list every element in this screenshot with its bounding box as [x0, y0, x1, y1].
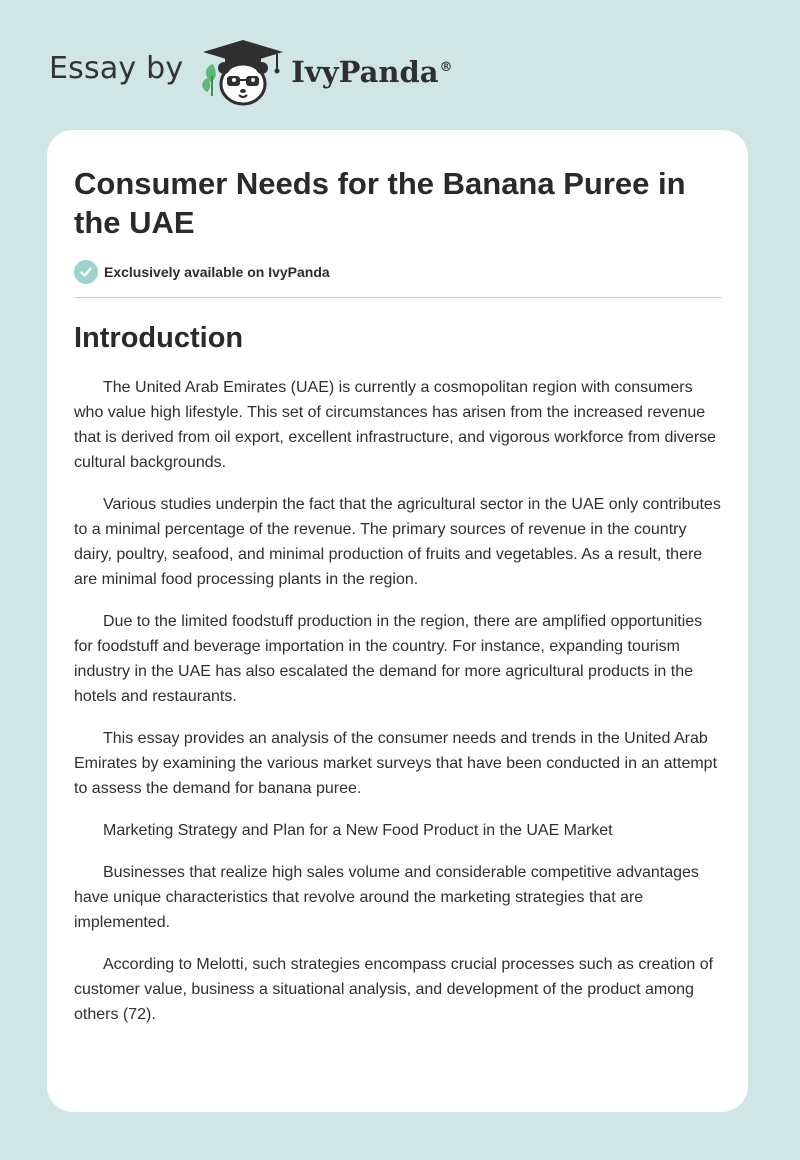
registered-mark: ®	[439, 60, 453, 76]
paragraph: The United Arab Emirates (UAE) is currently a cosmopolitan region with consumers who value high lifestyle. This set of circumstances has arisen from the increased revenue that is derived from oil export, excellent infrastructure, and vigorous workforce from diverse cultural backgrounds.	[74, 379, 717, 471]
section-heading: Introduction	[74, 322, 244, 354]
paragraph: Due to the limited foodstuff production in the region, there are amplified opportunities for foodstuff and beverage importation in the country. For instance, expanding tourism industry in the UAE has also escalated the demand for more agricultural products in the hotels and restaurants.	[74, 613, 703, 705]
availability-badge	[74, 260, 722, 284]
brand-name	[291, 55, 452, 89]
paragraph: Marketing Strategy and Plan for a New Food Product in the UAE Market	[103, 822, 613, 839]
check-circle-icon	[74, 260, 98, 284]
availability-text: Exclusively available on IvyPanda	[104, 264, 330, 280]
essay-card	[47, 130, 748, 1112]
paragraph: Various studies underpin the fact that the agricultural sector in the UAE only contributes to a minimal percentage of the revenue. The primary sources of revenue in the country dairy, poultry, seafood, and minimal production of fruits and vegetables. As a result, there are minimal food processing plants in the region.	[74, 496, 721, 588]
brand-name-text: IvyPanda	[291, 55, 439, 89]
brand-logo[interactable]	[49, 36, 453, 108]
brand-prefix: Essay by	[49, 50, 184, 86]
essay-title: Consumer Needs for the Banana Puree in the UAE	[74, 166, 686, 240]
panda-graduate-icon	[197, 36, 289, 108]
title-divider	[74, 297, 722, 298]
paragraph: Businesses that realize high sales volume and considerable competitive advantages have unique characteristics that revolve around the marketing strategies that are implemented.	[74, 864, 699, 931]
paragraph: This essay provides an analysis of the consumer needs and trends in the United Arab Emirates by examining the various market surveys that have been conducted in an attempt to assess the demand for banana puree.	[74, 730, 718, 797]
paragraph: According to Melotti, such strategies encompass crucial processes such as creation of customer value, business a situational analysis, and development of the product among others (72).	[74, 956, 714, 1023]
